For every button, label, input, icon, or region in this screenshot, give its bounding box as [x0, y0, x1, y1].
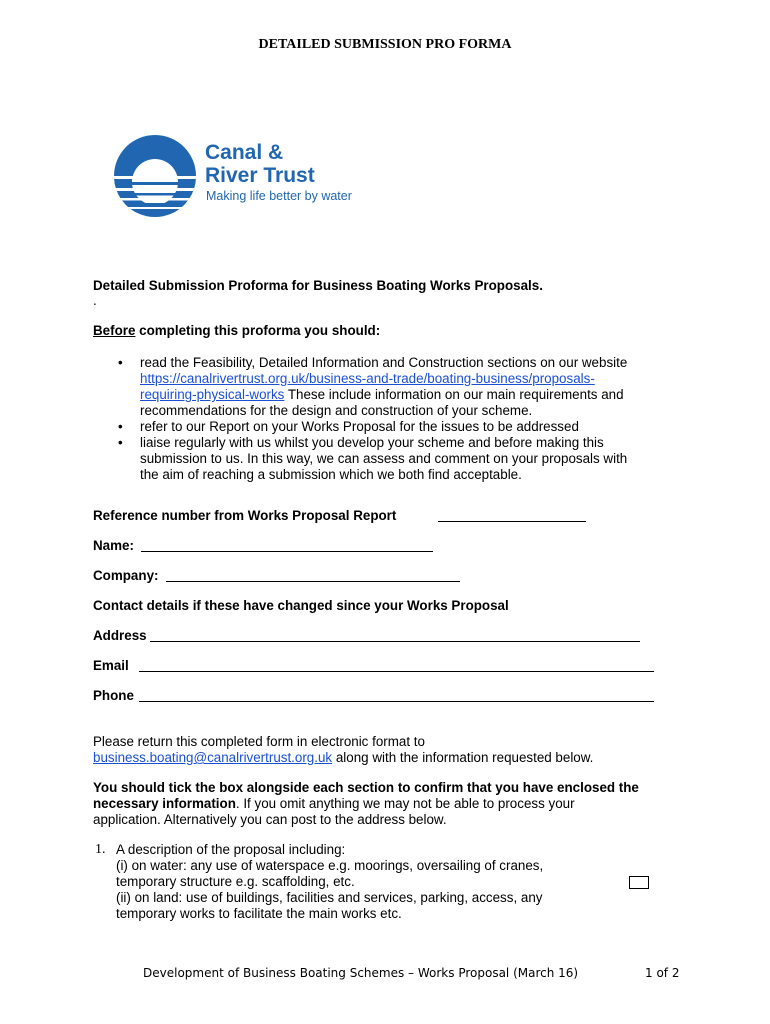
bullet-text-last: recommendations for the design and construction of your scheme.	[140, 403, 533, 418]
section-1-description	[116, 842, 543, 922]
return-instructions	[93, 734, 593, 766]
email-label: Email	[93, 658, 129, 673]
bullet-text: the aim of reaching a submission which we both find acceptable.	[140, 467, 522, 482]
contact-heading: Contact details if these have changed since your Works Proposal	[93, 598, 509, 613]
phone-field-row	[93, 688, 134, 704]
phone-label: Phone	[93, 688, 134, 703]
address-input-line[interactable]	[150, 629, 640, 642]
name-input-line[interactable]	[141, 539, 433, 552]
list-item	[118, 435, 678, 483]
section-text: A description of the proposal including:	[116, 842, 346, 857]
footer-text: Development of Business Boating Schemes – Works Proposal (March 16)	[143, 966, 579, 980]
list-item	[118, 419, 678, 435]
canal-river-trust-logo-icon	[112, 133, 198, 219]
section-text: temporary works to facilitate the main works etc.	[116, 906, 402, 921]
reference-input-line[interactable]	[438, 509, 586, 522]
bullet-text-after-link: These include information on our main requirements and	[284, 387, 624, 402]
website-link[interactable]: https://canalrivertrust.org.uk/business-and-trade/boating-business/proposals- requiring-physical-works	[140, 371, 595, 402]
bullet-text: refer to our Report on your Works Proposal for the issues to be addressed	[140, 419, 579, 434]
before-rest: completing this proforma you should:	[135, 323, 381, 338]
email-input-line[interactable]	[139, 659, 654, 672]
bullet-icon: •	[118, 435, 123, 450]
bullet-icon: •	[118, 355, 123, 370]
bullet-list	[118, 355, 678, 483]
bullet-text: liaise regularly with us whilst you develop your scheme and before making this	[140, 435, 604, 450]
list-item	[118, 355, 678, 419]
tick-instructions	[93, 780, 693, 828]
logo-tagline: Making life better by water	[206, 189, 352, 203]
tick-text-bold: You should tick the box alongside each section to confirm that you have enclosed the	[93, 780, 639, 795]
section-text: temporary structure e.g. scaffolding, etc.	[116, 874, 355, 889]
bullet-icon: •	[118, 419, 123, 434]
bullet-text: read the Feasibility, Detailed Information and Construction sections on our website	[140, 355, 628, 370]
before-heading	[93, 323, 380, 338]
email-field-row	[93, 658, 129, 674]
phone-input-line[interactable]	[139, 689, 654, 702]
address-label: Address	[93, 628, 147, 643]
document-title: DETAILED SUBMISSION PRO FORMA	[258, 37, 512, 52]
logo-text-line2: River Trust	[205, 164, 315, 187]
address-field-row	[93, 628, 147, 644]
name-label: Name:	[93, 538, 134, 553]
tick-text: . If you omit anything we may not be able to process your	[235, 796, 575, 811]
section-text: (i) on water: any use of waterspace e.g. moorings, oversailing of cranes,	[116, 858, 544, 873]
bullet-text: submission to us. In this way, we can assess and comment on your proposals with	[140, 451, 628, 466]
section-number: 1.	[95, 842, 106, 857]
return-text: Please return this completed form in electronic format to	[93, 734, 425, 749]
reference-label: Reference number from Works Proposal Report	[93, 508, 397, 523]
name-field-row	[93, 538, 134, 554]
intro-heading: Detailed Submission Proforma for Business Boating Works Proposals.	[93, 278, 543, 293]
intro-dot: .	[93, 293, 97, 308]
before-label: Before	[93, 323, 136, 338]
company-input-line[interactable]	[166, 569, 460, 582]
logo-text-line1: Canal &	[205, 141, 284, 164]
section-text: (ii) on land: use of buildings, facilities and services, parking, access, any	[116, 890, 543, 905]
tick-text-bold-2: necessary information	[93, 796, 236, 811]
page-number: 1 of 2	[645, 966, 680, 980]
reference-field-row	[93, 508, 396, 524]
company-label: Company:	[93, 568, 159, 583]
section-1-checkbox[interactable]	[629, 876, 649, 889]
return-email-link[interactable]: business.boating@canalrivertrust.org.uk	[93, 750, 333, 765]
tick-text: application. Alternatively you can post to the address below.	[93, 812, 447, 827]
company-field-row	[93, 568, 158, 584]
return-text-after: along with the information requested below.	[332, 750, 594, 765]
